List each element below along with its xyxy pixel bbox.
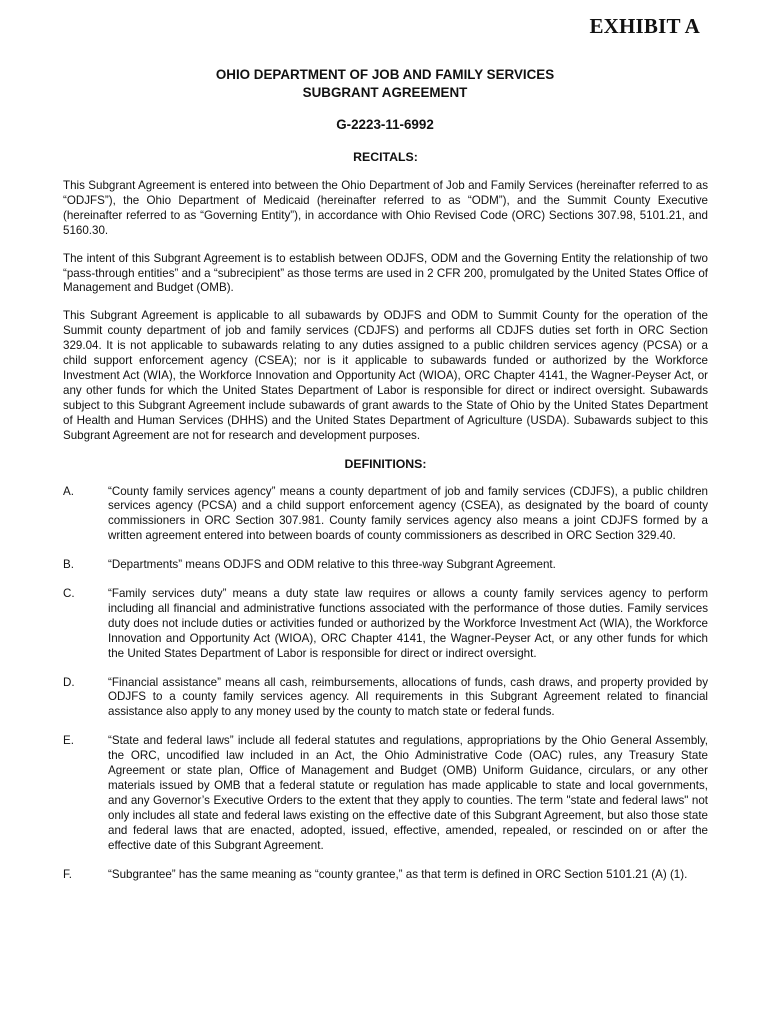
exhibit-label: EXHIBIT A xyxy=(589,14,700,38)
definition-item xyxy=(63,485,708,545)
definition-text: “Departments” means ODJFS and ODM relative to this three-way Subgrant Agreement. xyxy=(108,558,556,572)
title-line-1: OHIO DEPARTMENT OF JOB AND FAMILY SERVICES xyxy=(215,67,555,82)
agreement-number: G-2223-11-6992 xyxy=(336,117,434,132)
definition-letter: A. xyxy=(63,484,74,498)
recital-paragraph: This Subgrant Agreement is entered into between the Ohio Department of Job and Family Services (hereinafter referred to as “ODJFS”), the Ohio Department of Medicaid (hereinafter referred to as “ODM”), and the Summit County Executive (hereinafter referred to as “Governing Entity”), in accordance with Ohio Revised Code (ORC) Sections 307.98, 5101.21, and 5160.30. xyxy=(63,179,708,237)
definition-letter: E. xyxy=(63,734,74,748)
definitions-list xyxy=(63,485,708,883)
definition-text: “Financial assistance” means all cash, reimbursements, allocations of funds, cash draws, and property provided by ODJFS to a county family services agency. All requirements in this Subgrant Agreement related to financial assistance also apply to any money used by the county to match state or federal funds. xyxy=(108,675,708,719)
definition-text: “County family services agency” means a county department of job and family services (CDJFS), a public children services agency (PCSA) and a child support enforcement agency (CSEA), as designated by the board of county commissioners in ORC Section 307.981. County family services agency also means a joint CDJFS formed by a written agreement entered into between boards of county commissioners as described in ORC Section 329.40. xyxy=(108,484,708,543)
definition-item xyxy=(63,734,708,853)
definition-letter: D. xyxy=(63,675,75,689)
definition-item xyxy=(63,676,708,721)
recital-paragraph: This Subgrant Agreement is applicable to all subawards by ODJFS and ODM to Summit County for the operation of the Summit county department of job and family services (CDJFS) and performs all CDJFS duties set forth in ORC Section 329.04. It is not applicable to subawards relating to any duties assigned to a public children services agency (PCSA) or a child support enforcement agency (CSEA); nor is it applicable to subawards funded or authorized by the Workforce Investment Act (WIA), the Workforce Innovation and Opportunity Act (WIOA), ORC Chapter 4141, the Wagner-Peyser Act, or any other funds for which the United States Department of Labor is responsible for direct or indirect oversight. Subawards subject to this Subgrant Agreement include subawards of grant awards to the State of Ohio by the United States Department of Health and Human Services (DHHS) and the United States Department of Agriculture (USDA). Subawards subject to this Subgrant Agreement are not for research and development purposes. xyxy=(63,309,708,442)
definition-letter: B. xyxy=(63,558,74,572)
definition-letter: F. xyxy=(63,867,73,881)
definition-item xyxy=(63,868,708,883)
definition-item xyxy=(63,558,708,573)
document-body xyxy=(63,150,708,882)
definition-letter: C. xyxy=(63,587,75,601)
definition-text: “Subgrantee” has the same meaning as “county grantee,” as that term is defined in ORC Section 5101.21 (A) (1). xyxy=(108,867,688,881)
definitions-heading: DEFINITIONS: xyxy=(344,456,427,471)
definition-text: “Family services duty” means a duty state law requires or allows a county family services agency to perform including all financial and administrative functions associated with the performance of those duties. Family services duty does not include duties or activities funded or authorized by the Workforce Investment Act (WIA), the Workforce Innovation and Opportunity Act (WIOA), ORC Chapter 4141, the Wagner-Peyser Act, or any other funds for which the United States Department of Labor is responsible for direct or indirect oversight. xyxy=(108,587,708,660)
document-header xyxy=(0,66,770,132)
recital-paragraph: The intent of this Subgrant Agreement is to establish between ODJFS, ODM and the Governing Entity the relationship of two “pass-through entities” and a “subrecipient” as those terms are used in 2 CFR 200, promulgated by the United States Office of Management and Budget (OMB). xyxy=(63,251,708,295)
title-line-2: SUBGRANT AGREEMENT xyxy=(302,85,468,100)
definition-item xyxy=(63,587,708,662)
recitals-heading: RECITALS: xyxy=(353,150,418,164)
definition-text: “State and federal laws” include all federal statutes and regulations, appropriations by the Ohio General Assembly, the ORC, uncodified law included in an Act, the Ohio Administrative Code (OAC) rules, any Treasury State Agreement or state plan, Office of Management and Budget (OMB) Uniform Guidance, circulars, or any other materials issued by OMB that a federal statute or regulation has made applicable to state and local governments, and any Governor’s Executive Orders to the extent that they apply to counties. The term "state and federal laws" not only includes all state and federal laws existing on the effective date of this Subgrant Agreement, but also those state and federal laws that are enacted, adopted, issued, effective, amended, repealed, or rescinded on or after the effective date of this Subgrant Agreement. xyxy=(108,734,708,852)
